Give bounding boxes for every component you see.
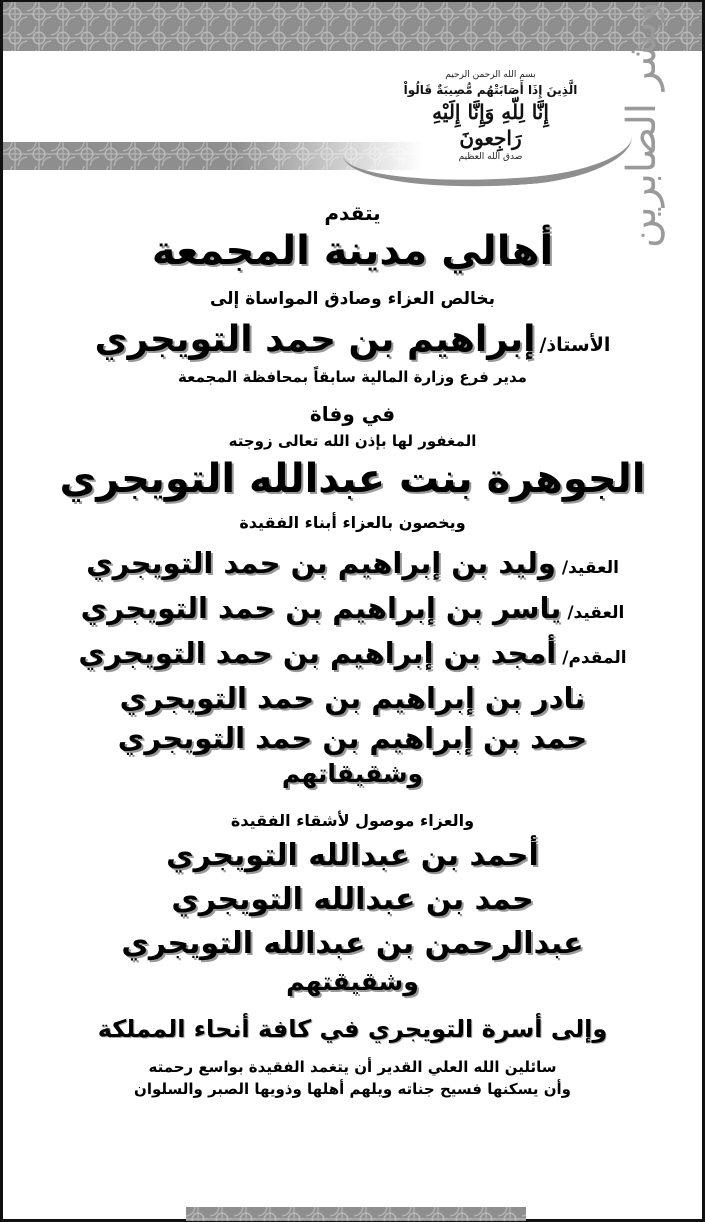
son-row [3, 588, 702, 633]
son-row [3, 633, 702, 678]
recipient-title: الأستاذ/ [539, 334, 611, 356]
presenter-name: أهالي مدينة المجمعة [151, 228, 554, 274]
son-title: العقيد/ [561, 558, 619, 578]
quran-verse-block [403, 69, 578, 163]
sons-heading: ويخصون بالعزاء أبناء الفقيدة [239, 513, 466, 532]
basmala: بسم الله الرحمن الرحيم [445, 70, 536, 80]
intro-text: يتقدم [324, 201, 381, 225]
verse-line-2: إِنَّا لِلّهِ وَإِنَّا إِلَيْهِ رَاجِعونَ [432, 100, 549, 150]
son-name: وليد بن إبراهيم بن حمد التويجري [86, 546, 556, 580]
recipient-name: إبراهيم بن حمد التويجري [94, 319, 536, 360]
deceased-name: الجوهرة بنت عبدالله التويجري [59, 456, 646, 502]
brother-row: عبدالرحمن بن عبدالله التويجري [121, 926, 584, 961]
son-row [3, 543, 702, 588]
son-name: ياسر بن إبراهيم بن حمد التويجري [80, 591, 562, 625]
calligraphy-emblem-icon [596, 2, 688, 248]
forgiven-line: المغفور لها بإذن الله تعالى زوجته [228, 432, 477, 450]
in-death-of: في وفاة [309, 402, 396, 426]
emblem-text: وبشر الصابرين [618, 2, 665, 248]
son-name: نادر بن إبراهيم بن حمد التويجري [119, 681, 586, 715]
prayer-line-2: وأن يسكنها فسيح جناته ويلهم أهلها وذويها الصبر والسلوان [134, 1080, 571, 1098]
verse-line-1: الَّذِينَ إِذَا أَصَابَتْهُم مُّصِيبَةٌ قَالُواْ [403, 83, 578, 97]
brothers-sister: وشقيقتهم [286, 967, 419, 996]
announcement-body [3, 198, 702, 1100]
prayer-line-1: سائلين الله العلي القدير أن يتغمد الفقيدة بواسع رحمته [148, 1058, 557, 1076]
top-ornament-band [3, 2, 702, 51]
brother-row: حمد بن عبدالله التويجري [171, 882, 534, 917]
son-title: المقدم/ [562, 648, 627, 668]
son-name: حمد بن إبراهيم بن حمد التويجري [117, 721, 588, 755]
bottom-ornament-band [186, 1207, 526, 1221]
recipient-role: مدير فرع وزارة المالية سابقاً بمحافظة المجمعة [178, 368, 527, 386]
brothers-heading: والعزاء موصول لأشقاء الفقيدة [230, 811, 475, 830]
family-line: وإلى أسرة التويجري في كافة أنحاء المملكة [97, 1015, 608, 1043]
son-title: العقيد/ [567, 603, 625, 623]
brother-row: أحمد بن عبدالله التويجري [166, 838, 539, 873]
sons-sisters: وشقيقاتهم [281, 759, 424, 788]
son-row [3, 718, 702, 758]
son-name: أمجد بن إبراهيم بن حمد التويجري [78, 636, 557, 670]
condolence-line: بخالص العزاء وصادق المواساة إلى [209, 289, 496, 309]
recipient-line [3, 318, 702, 367]
verse-closing: صدق الله العظيم [458, 152, 523, 162]
son-row [3, 678, 702, 718]
